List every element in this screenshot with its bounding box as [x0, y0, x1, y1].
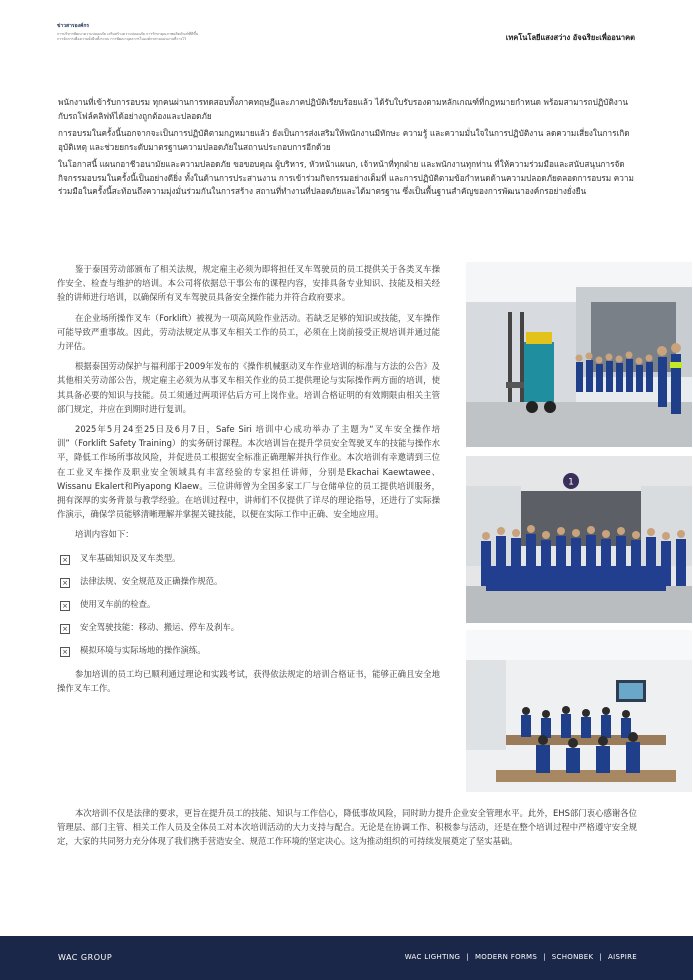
list-item: [57, 597, 440, 611]
list-item-text: 叉车基础知识及叉车类型。: [80, 552, 181, 563]
header-line: การบริหารพัฒนาความปลอดภัย เสริมสร้างความปลอดภัย การรักษาคุณภาพผลิตภัณฑ์ที่ดีขึ้น: [57, 32, 199, 36]
classroom-photo: [466, 630, 692, 792]
list-item-text: 模拟环境与实际场地的操作演练。: [80, 645, 206, 656]
brand-schonbek: SCHONBEK: [551, 953, 594, 961]
thai-section: [58, 96, 638, 203]
chinese-closing: [57, 806, 637, 849]
footer-bar: [0, 936, 693, 980]
checkbox-icon: ×: [60, 647, 70, 657]
footer-brands: WAC LIGHTING | MODERN FORMS | SCHONBEK | AISPIRE: [404, 953, 637, 961]
checkbox-icon: ×: [60, 578, 70, 588]
thai-paragraph: พนักงานที่เข้ารับการอบรม ทุกคนผ่านการทดสอบทั้งภาคทฤษฎีและภาคปฏิบัติเรียบร้อยแล้ว ได้รับใบรับรองตามหลักเกณฑ์ที่กฎหมายกำหนด พร้อมสามารถปฏิบัติงานกับรถโฟล์คลิฟท์ได้อย่างถูกต้องและปลอดภัย: [58, 97, 628, 121]
chinese-paragraph: 2025年5月24至25日及6月7日，Safe Siri 培训中心成功举办了主题为“叉车安全操作培训”（Forklift Safety Training）的实务研讨课程。本次培训旨在提升学员安全驾驶叉车的技能与操作水平，降低工作场所事故风险，并促进员工根据安全标准正确理解并执行作业。本次培训有幸邀请到三位在工业叉车操作及职业安全领域具有丰富经验的专家担任讲师，分别是Ekachai Kaewtawee、Wissanu Ekalert和Piyapong Klaew。三位讲师曾为全国多家工厂与仓储单位的员工提供培训服务，拥有深厚的实务背景与教学经验。在培训过程中，讲师们不仅提供了详尽的理论指导，还进行了实际操作演示，确保学员能够清晰理解并掌握关键技能，以便在实际工作中正确、安全地应用。: [57, 424, 440, 520]
list-item: [57, 551, 440, 565]
list-item-text: 安全驾驶技能：移动、搬运、停车及刹车。: [80, 622, 240, 633]
brand-modern-forms: MODERN FORMS: [474, 953, 538, 961]
list-item-text: 使用叉车前的检查。: [80, 599, 156, 610]
list-item: [57, 574, 440, 588]
footer-logo: WAC GROUP: [58, 953, 113, 962]
chinese-paragraph: 根据泰国劳动保护与福利部于2009年发布的《操作机械驱动叉车作业培训的标准与方法的公告》及其他相关劳动部公告，规定雇主必须为从事叉车相关作业的员工提供理论与实际操作两方面的培训，使其具备必要的知识与技能。员工须通过两项评估后方可上岗作业。培训合格证明的有效期限由相关主管部门规定，并应在到期时进行复训。: [57, 361, 440, 414]
header-tagline: เทคโนโลยีแสงสว่าง อัจฉริยะเพื่ออนาคต: [505, 33, 635, 42]
checkbox-icon: ×: [60, 601, 70, 611]
brand-wac-lighting: WAC LIGHTING: [404, 953, 461, 961]
list-item: [57, 620, 440, 634]
chinese-paragraph: 本次培训不仅是法律的要求，更旨在提升员工的技能、知识与工作信心，降低事故风险，同时助力提升企业安全管理水平。此外，EHS部门衷心感谢各位管理层、部门主管、相关工作人员及全体员工对本次培训活动的大力支持与配合。无论是在协调工作、积极参与活动，还是在整个培训过程中严格遵守安全规定，大家的共同努力充分体现了我们携手营造安全、规范工作环境的坚定决心。这为推动组织的可持续发展奠定了坚实基础。: [57, 808, 637, 847]
chinese-paragraph: 在企业场所操作叉车（Forklift）被视为一项高风险作业活动。若缺乏足够的知识或技能，叉车操作可能导致严重事故。因此，劳动法规定从事叉车相关工作的员工，必须在上岗前接受正规培训并通过能力评估。: [57, 312, 440, 352]
header-line: การจัดการเพื่อความยั่งยืนทั้งระบบ การพัฒนาบุคลากรในองค์กรตามแผนงานที่วางไว้: [57, 37, 187, 42]
header-title: ข่าวสารองค์กร: [57, 23, 90, 29]
forklift-photo: [466, 262, 692, 447]
brand-aispire: AISPIRE: [608, 953, 637, 961]
list-item: [57, 643, 440, 657]
photo-badge: 1: [568, 477, 574, 488]
header-block: [57, 22, 257, 42]
chinese-section: [57, 262, 440, 701]
list-item-text: 法律法规、安全规范及正确操作规范。: [80, 575, 223, 586]
thai-paragraph: ในโอกาสนี้ แผนกอาชีวอนามัยและความปลอดภัย ขอขอบคุณ ผู้บริหาร, หัวหน้าแผนก, เจ้าหน้าที่ทุกฝ่าย และพนักงานทุกท่าน ที่ให้ความร่วมมือและสนับสนุนการจัดกิจกรรมอบรมในครั้งนี้เป็นอย่างดียิ่ง ทั้งในด้านการประสานงาน การเข้าร่วมกิจกรรมอย่างเต็มที่ และการปฏิบัติตามข้อกำหนดด้านความปลอดภัยตลอดการอบรม ความร่วมมือในครั้งนี้สะท้อนถึงความมุ่งมั่นร่วมกันในการสร้าง สถานที่ทำงานที่ปลอดภัยและได้มาตรฐาน ซึ่งเป็นพื้นฐานสำคัญของการพัฒนาองค์กรอย่างยั่งยืน: [58, 159, 634, 196]
chinese-paragraph: 鉴于泰国劳动部颁布了相关法规，规定雇主必须为即将担任叉车驾驶员的员工提供关于各类叉车操作安全、检查与维护的培训。本公司将依据总干事公布的课程内容，安排具备专业知识、技能及相关经验的讲师进行培训，以确保所有叉车驾驶员具备安全操作能力并符合政府要求。: [57, 264, 440, 303]
thai-paragraph: การอบรมในครั้งนี้นอกจากจะเป็นการปฏิบัติตามกฎหมายแล้ว ยังเป็นการส่งเสริมให้พนักงานมีทักษะ ความรู้ และความมั่นใจในการปฏิบัติงาน ลดความเสี่ยงในการเกิดอุบัติเหตุ และช่วยยกระดับมาตรฐานความปลอดภัยในสถานประกอบการอีกด้วย: [58, 128, 630, 152]
checkbox-icon: ×: [60, 624, 70, 634]
chinese-paragraph: 参加培训的员工均已顺利通过理论和实践考试，获得依法规定的培训合格证书，能够正确且安全地操作叉车工作。: [57, 668, 440, 693]
group-photo: [466, 456, 692, 623]
checkbox-icon: ×: [60, 555, 70, 565]
training-list-title: 培训内容如下：: [75, 529, 134, 540]
